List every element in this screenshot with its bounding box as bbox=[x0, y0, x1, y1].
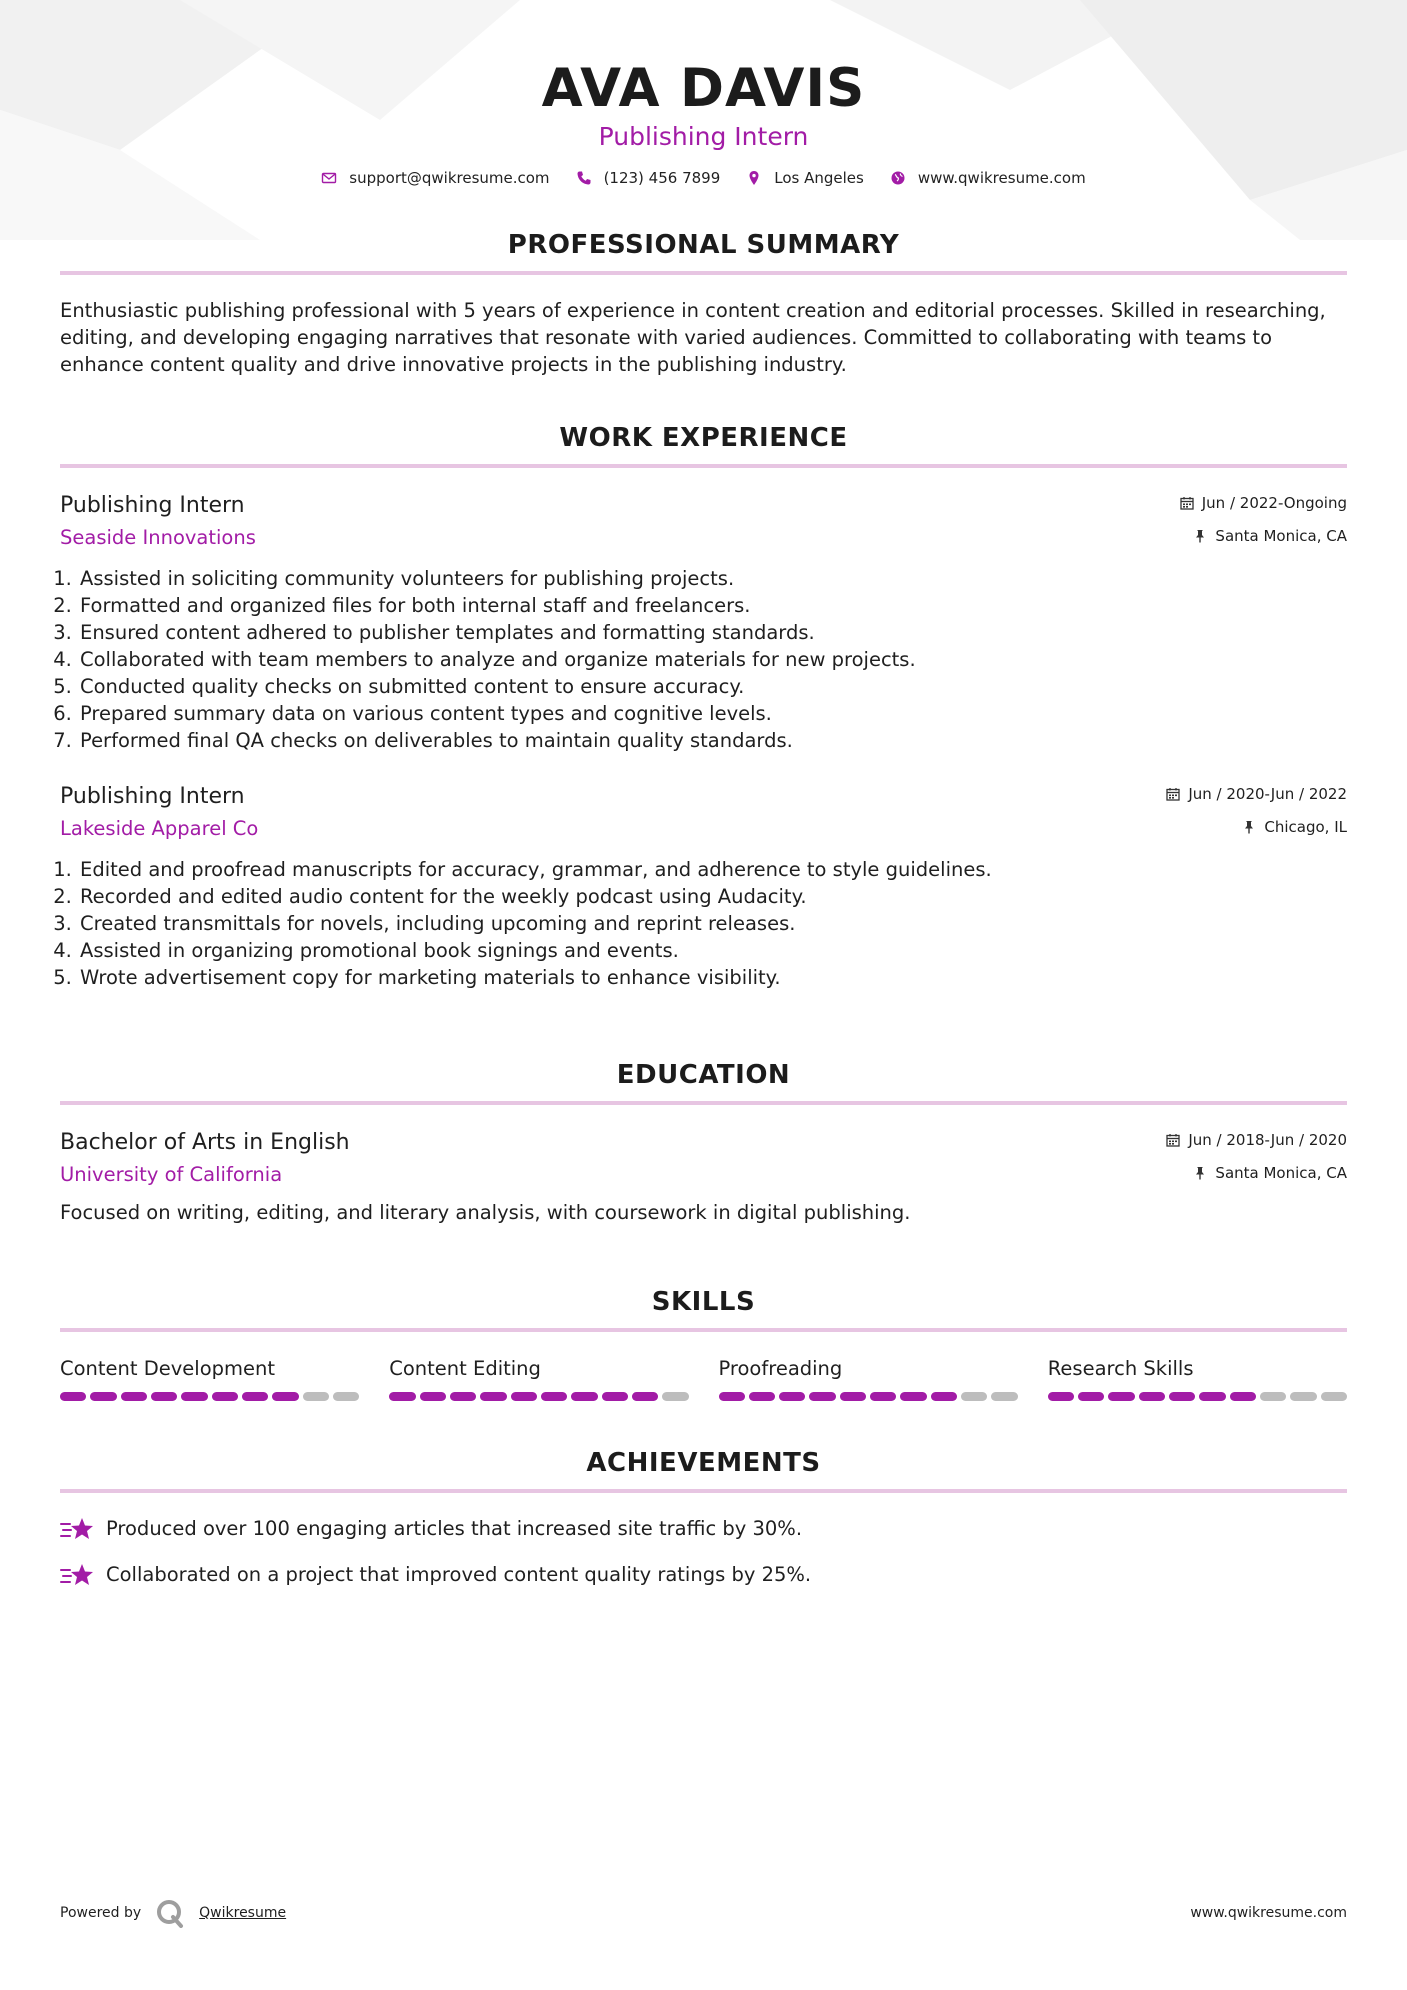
skill-item bbox=[1048, 1356, 1347, 1401]
skill-dot-empty bbox=[991, 1392, 1017, 1401]
education-entry bbox=[60, 1129, 1347, 1226]
skill-dot-filled bbox=[151, 1392, 177, 1401]
pushpin-icon bbox=[1242, 820, 1256, 834]
contact-phone[interactable] bbox=[576, 169, 721, 187]
section-title-education: EDUCATION bbox=[616, 1060, 791, 1090]
calendar-icon bbox=[1166, 1133, 1180, 1147]
skill-dot-filled bbox=[541, 1392, 567, 1401]
skill-name: Content Development bbox=[60, 1357, 276, 1380]
work-section bbox=[60, 420, 1347, 991]
skill-dot-filled bbox=[121, 1392, 147, 1401]
email-text: support@qwikresume.com bbox=[349, 169, 550, 187]
skill-level-bar bbox=[389, 1392, 688, 1401]
pushpin-icon bbox=[1193, 529, 1207, 543]
list-item: 4. Assisted in organizing promotional book signings and events. bbox=[78, 937, 1347, 964]
page-footer bbox=[60, 1898, 1347, 1928]
skill-item bbox=[60, 1356, 359, 1401]
achievement-text: Collaborated on a project that improved content quality ratings by 25%. bbox=[106, 1563, 812, 1586]
location-text: Los Angeles bbox=[774, 169, 864, 187]
skill-dot-filled bbox=[212, 1392, 238, 1401]
summary-section bbox=[60, 227, 1347, 378]
skill-name: Research Skills bbox=[1047, 1357, 1194, 1380]
contact-website[interactable] bbox=[890, 169, 1086, 187]
list-item: 3. Ensured content adhered to publisher templates and formatting standards. bbox=[78, 619, 1347, 646]
skill-dot-filled bbox=[1230, 1392, 1256, 1401]
job-bullets bbox=[60, 856, 1347, 991]
list-item: 5. Conducted quality checks on submitted content to ensure accuracy. bbox=[78, 673, 1347, 700]
education-location bbox=[1166, 1162, 1347, 1184]
qwikresume-logo-icon bbox=[155, 1898, 185, 1928]
phone-icon bbox=[576, 170, 592, 186]
list-item: 6. Prepared summary data on various content types and cognitive levels. bbox=[78, 700, 1347, 727]
location-text: Santa Monica, CA bbox=[1215, 527, 1347, 545]
calendar-icon bbox=[1166, 787, 1180, 801]
skill-dot-empty bbox=[1290, 1392, 1316, 1401]
skill-dot-filled bbox=[272, 1392, 298, 1401]
section-title-work: WORK EXPERIENCE bbox=[559, 423, 848, 453]
globe-icon bbox=[890, 170, 906, 186]
list-item: 3. Created transmittals for novels, including upcoming and reprint releases. bbox=[78, 910, 1347, 937]
footer-website[interactable]: www.qwikresume.com bbox=[1190, 1905, 1347, 1921]
skill-dot-filled bbox=[571, 1392, 597, 1401]
skill-dot-filled bbox=[1078, 1392, 1104, 1401]
job-location bbox=[1180, 525, 1347, 547]
contact-location bbox=[746, 169, 864, 187]
website-text: www.qwikresume.com bbox=[917, 169, 1086, 187]
skill-dot-filled bbox=[242, 1392, 268, 1401]
list-item: 7. Performed final QA checks on deliverables to maintain quality standards. bbox=[78, 727, 1347, 754]
pushpin-icon bbox=[1193, 1166, 1207, 1180]
skill-item bbox=[719, 1356, 1018, 1401]
school-name: University of California bbox=[60, 1163, 283, 1186]
section-divider bbox=[60, 1328, 1347, 1332]
skill-dot-filled bbox=[480, 1392, 506, 1401]
achievement-text: Produced over 100 engaging articles that increased site traffic by 30%. bbox=[106, 1517, 803, 1540]
list-item: 5. Wrote advertisement copy for marketing materials to enhance visibility. bbox=[78, 964, 1347, 991]
resume-header bbox=[60, 0, 1347, 187]
list-item: 1. Edited and proofread manuscripts for accuracy, grammar, and adherence to style guidelines. bbox=[78, 856, 1347, 883]
dates-text: Jun / 2018-Jun / 2020 bbox=[1188, 1131, 1347, 1149]
section-title-skills: SKILLS bbox=[651, 1287, 756, 1317]
skill-level-bar bbox=[719, 1392, 1018, 1401]
dates-text: Jun / 2020-Jun / 2022 bbox=[1188, 785, 1347, 803]
section-divider bbox=[60, 464, 1347, 468]
skill-name: Content Editing bbox=[389, 1357, 541, 1380]
education-description: Focused on writing, editing, and literary analysis, with coursework in digital publishing. bbox=[60, 1201, 911, 1224]
skill-dot-filled bbox=[511, 1392, 537, 1401]
shooting-star-icon bbox=[60, 1515, 94, 1543]
skill-dot-filled bbox=[1048, 1392, 1074, 1401]
candidate-name: AVA DAVIS bbox=[541, 58, 866, 119]
skill-dot-filled bbox=[749, 1392, 775, 1401]
list-item: 1. Assisted in soliciting community volunteers for publishing projects. bbox=[78, 565, 1347, 592]
section-title-summary: PROFESSIONAL SUMMARY bbox=[507, 230, 900, 260]
calendar-icon bbox=[1180, 496, 1194, 510]
job-dates bbox=[1166, 783, 1347, 805]
location-text: Santa Monica, CA bbox=[1215, 1164, 1347, 1182]
achievement-item bbox=[60, 1561, 1347, 1589]
phone-text: (123) 456 7899 bbox=[603, 169, 721, 187]
shooting-star-icon bbox=[60, 1561, 94, 1589]
skill-dot-filled bbox=[420, 1392, 446, 1401]
skill-dot-filled bbox=[1108, 1392, 1134, 1401]
powered-by-label: Powered by bbox=[60, 1905, 142, 1921]
list-item: 2. Formatted and organized files for both internal staff and freelancers. bbox=[78, 592, 1347, 619]
education-section bbox=[60, 1057, 1347, 1226]
skill-dot-filled bbox=[870, 1392, 896, 1401]
skill-level-bar bbox=[60, 1392, 359, 1401]
skill-dot-empty bbox=[1321, 1392, 1347, 1401]
skills-section bbox=[60, 1284, 1347, 1401]
job-entry bbox=[60, 492, 1347, 754]
skill-item bbox=[389, 1356, 688, 1401]
skills-grid bbox=[60, 1356, 1347, 1401]
qwikresume-link[interactable]: Qwikresume bbox=[199, 1905, 287, 1921]
skill-dot-filled bbox=[602, 1392, 628, 1401]
list-item: 2. Recorded and edited audio content for the weekly podcast using Audacity. bbox=[78, 883, 1347, 910]
candidate-role: Publishing Intern bbox=[598, 122, 809, 151]
skill-dot-filled bbox=[90, 1392, 116, 1401]
job-entry bbox=[60, 783, 1347, 991]
skill-dot-filled bbox=[60, 1392, 86, 1401]
skill-dot-empty bbox=[333, 1392, 359, 1401]
job-dates bbox=[1180, 492, 1347, 514]
skill-dot-filled bbox=[450, 1392, 476, 1401]
skill-dot-empty bbox=[662, 1392, 688, 1401]
job-bullets bbox=[60, 565, 1347, 754]
achievements-section bbox=[60, 1445, 1347, 1589]
section-divider bbox=[60, 271, 1347, 275]
dates-text: Jun / 2022-Ongoing bbox=[1201, 494, 1347, 512]
skill-dot-filled bbox=[1139, 1392, 1165, 1401]
summary-text: Enthusiastic publishing professional with 5 years of experience in content creation and editorial processes. Skilled in researching, editing, and developing engaging narratives that resonate with varied audiences. Committed to collaborating with teams to enhance content quality and drive innovative projects in the publishing industry. bbox=[60, 299, 1326, 376]
skill-dot-filled bbox=[931, 1392, 957, 1401]
achievement-item bbox=[60, 1515, 1347, 1543]
list-item: 4. Collaborated with team members to analyze and organize materials for new projects. bbox=[78, 646, 1347, 673]
section-divider bbox=[60, 1489, 1347, 1493]
degree-title: Bachelor of Arts in English bbox=[60, 1130, 350, 1155]
job-title: Publishing Intern bbox=[60, 784, 245, 809]
contact-email[interactable] bbox=[321, 169, 549, 187]
skill-dot-filled bbox=[389, 1392, 415, 1401]
skill-dot-filled bbox=[1199, 1392, 1225, 1401]
skill-name: Proofreading bbox=[718, 1357, 843, 1380]
skill-dot-empty bbox=[303, 1392, 329, 1401]
skill-dot-filled bbox=[1169, 1392, 1195, 1401]
skill-dot-empty bbox=[1260, 1392, 1286, 1401]
skill-dot-filled bbox=[719, 1392, 745, 1401]
section-divider bbox=[60, 1101, 1347, 1105]
skill-dot-filled bbox=[840, 1392, 866, 1401]
skill-dot-empty bbox=[961, 1392, 987, 1401]
contact-bar bbox=[60, 169, 1347, 187]
job-company: Lakeside Apparel Co bbox=[60, 817, 259, 840]
skill-dot-filled bbox=[809, 1392, 835, 1401]
job-company: Seaside Innovations bbox=[60, 526, 256, 549]
job-location bbox=[1166, 816, 1347, 838]
skill-dot-filled bbox=[900, 1392, 926, 1401]
section-title-achievements: ACHIEVEMENTS bbox=[586, 1448, 821, 1478]
skill-level-bar bbox=[1048, 1392, 1347, 1401]
map-pin-icon bbox=[746, 170, 762, 186]
job-title: Publishing Intern bbox=[60, 493, 245, 518]
location-text: Chicago, IL bbox=[1264, 818, 1347, 836]
education-dates bbox=[1166, 1129, 1347, 1151]
envelope-icon bbox=[321, 170, 337, 186]
skill-dot-filled bbox=[779, 1392, 805, 1401]
skill-dot-filled bbox=[181, 1392, 207, 1401]
skill-dot-filled bbox=[632, 1392, 658, 1401]
